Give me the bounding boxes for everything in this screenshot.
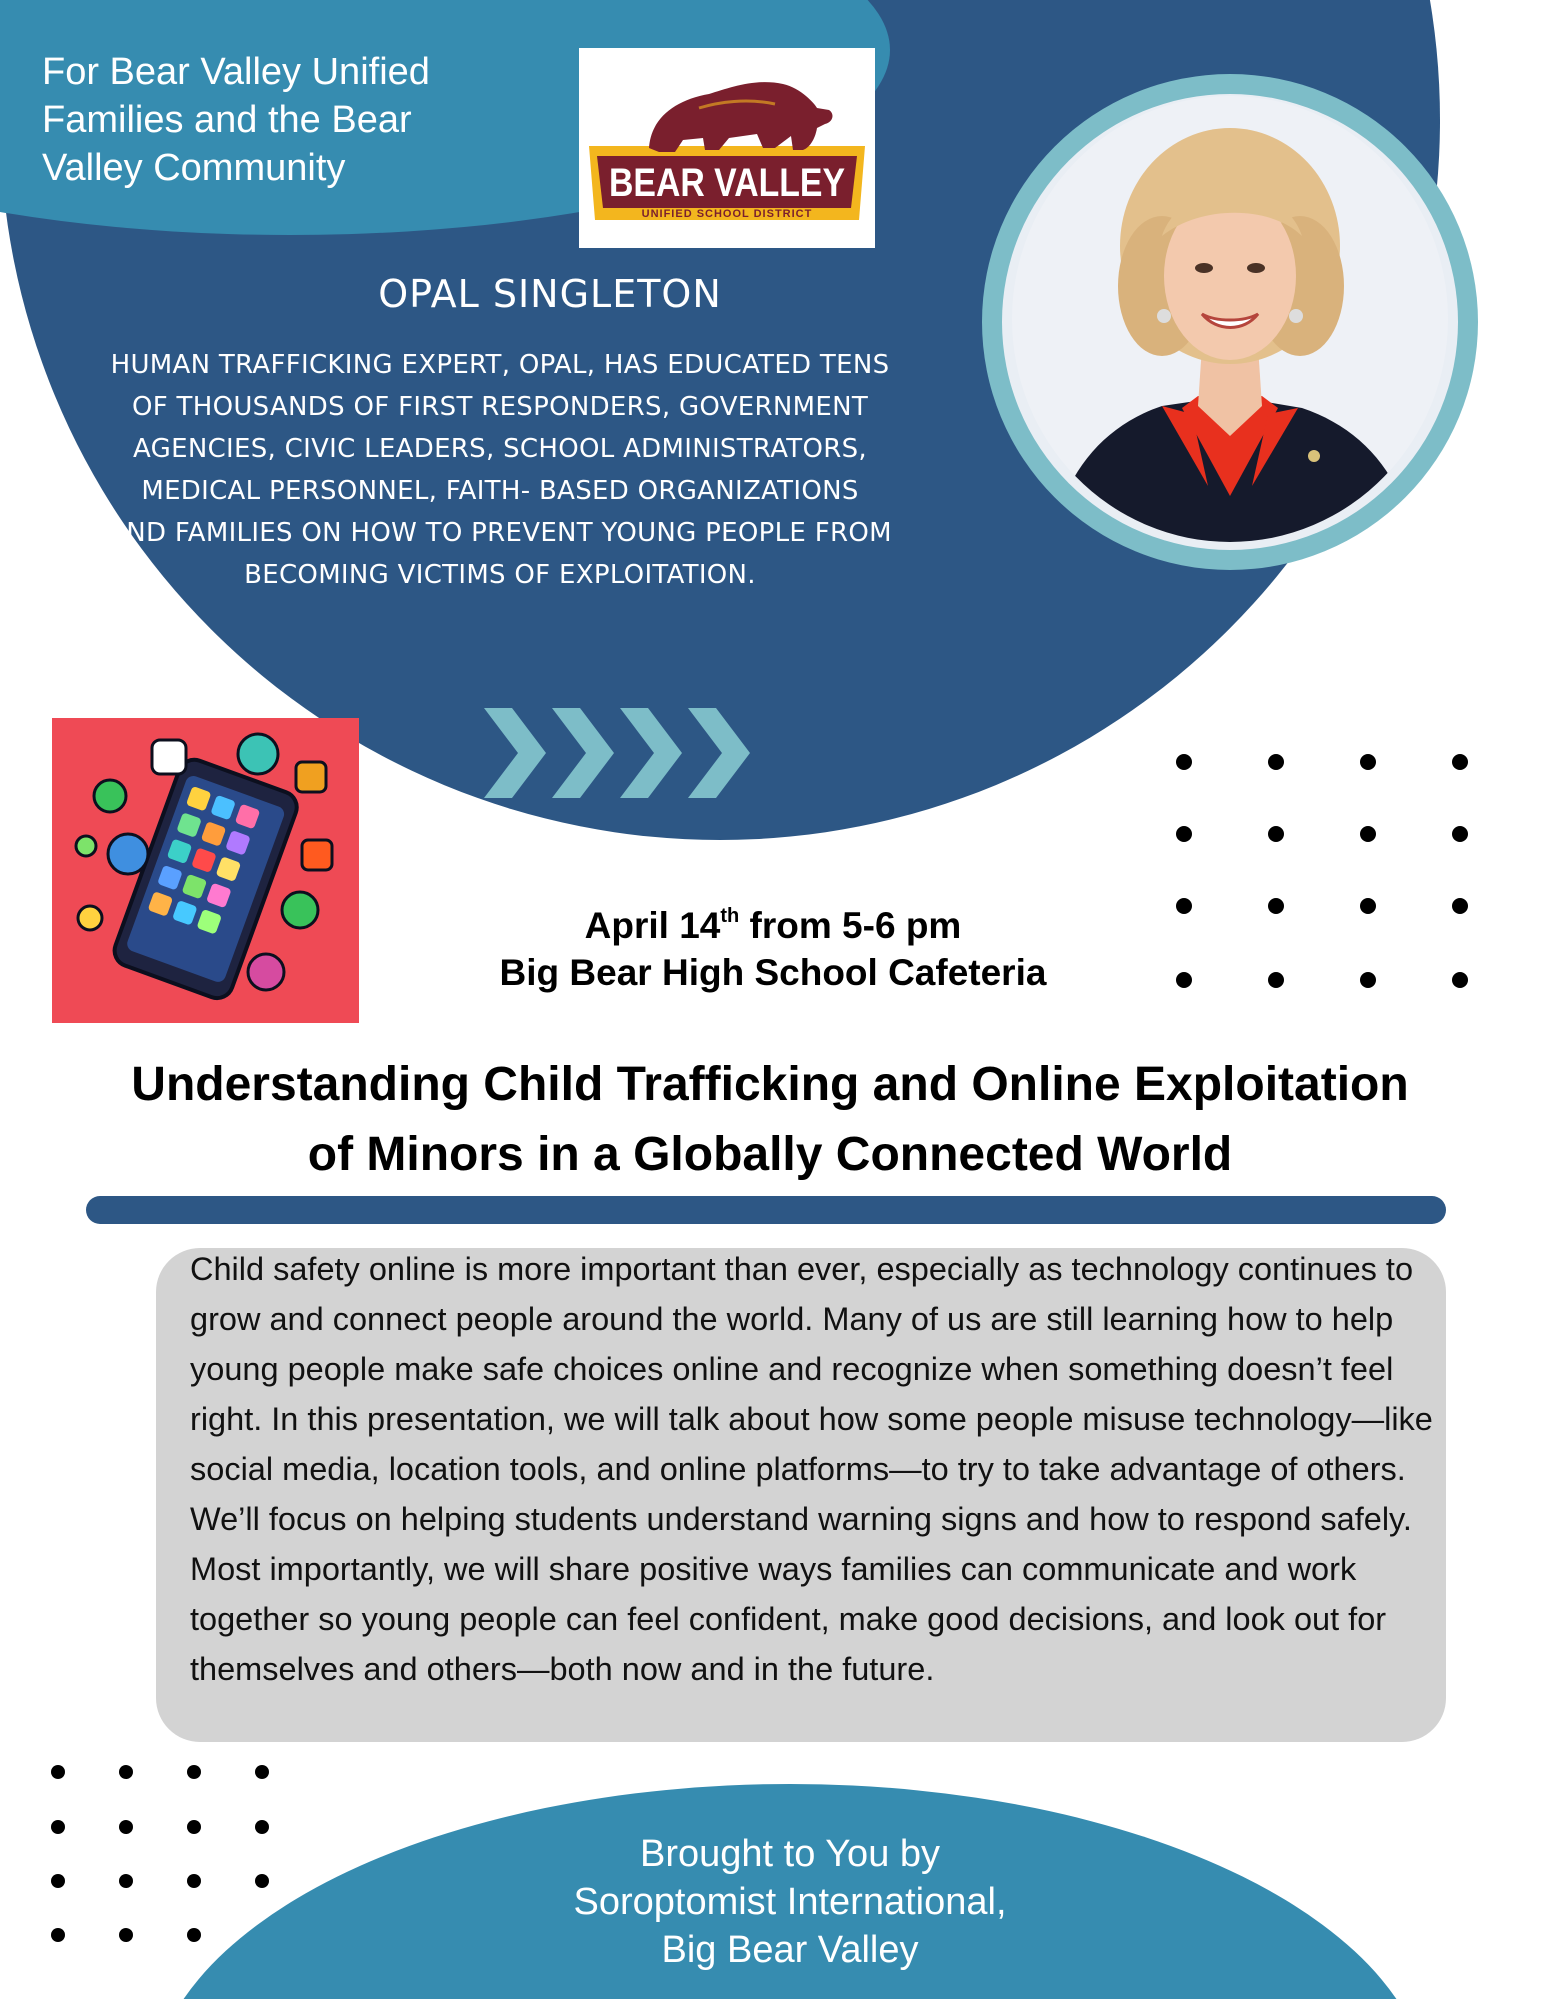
event-date-time: from 5-6 pm — [739, 905, 962, 946]
audience-line-1: For Bear Valley Unified — [42, 51, 430, 93]
logo-name: BEAR VALLEY — [609, 161, 846, 205]
audience-line-3: Valley Community — [42, 147, 346, 189]
footer-line-1: Brought to You by — [639, 1833, 941, 1875]
bio-line-6: BECOMING VICTIMS OF EXPLOITATION. — [244, 560, 756, 590]
smartphone-apps-illustration — [52, 718, 359, 1023]
audience-line-2: Families and the Bear — [42, 99, 412, 141]
bio-line-3: AGENCIES, CIVIC LEADERS, SCHOOL ADMINISTRATORS, — [133, 434, 867, 464]
bio-line-4: MEDICAL PERSONNEL, FAITH- BASED ORGANIZATIONS — [141, 476, 859, 506]
dot-grid-bottom-left — [51, 1765, 269, 1942]
bear-logo-icon — [579, 48, 875, 248]
bio-line-5: AND FAMILIES ON HOW TO PREVENT YOUNG PEOPLE FROM — [108, 518, 892, 548]
footer-sponsor — [470, 1830, 1110, 1974]
headline — [60, 1050, 1480, 1190]
audience-text — [42, 48, 562, 192]
dot-grid-top-right — [1176, 754, 1468, 988]
bio-line-2: OF THOUSANDS OF FIRST RESPONDERS, GOVERNMENT — [131, 392, 869, 422]
headline-divider — [86, 1196, 1446, 1224]
event-location: Big Bear High School Cafeteria — [499, 952, 1047, 993]
event-date — [440, 905, 1106, 947]
footer-line-3: Big Bear Valley — [661, 1929, 919, 1971]
event-date-prefix: April 14 — [584, 905, 721, 946]
speaker-name: OPAL SINGLETON — [378, 272, 722, 316]
bear-valley-logo — [579, 48, 875, 248]
bio-line-1: HUMAN TRAFFICKING EXPERT, OPAL, HAS EDUCATED TENS — [110, 350, 890, 380]
description-text — [190, 1244, 1440, 1694]
speaker-portrait-icon — [1012, 96, 1448, 542]
logo-subtitle: UNIFIED SCHOOL DISTRICT — [641, 208, 813, 220]
footer-line-2: Soroptomist International, — [573, 1881, 1007, 1923]
speaker-bio — [50, 344, 950, 596]
headline-line-2: of Minors in a Globally Connected World — [307, 1128, 1233, 1181]
smartphone-apps-icon — [52, 718, 359, 1023]
speaker-photo — [1012, 96, 1448, 542]
description-paragraph-2: Most importantly, we will share positive ways families can communicate and work together so young people can feel confident, make good decisions, and look out for themselves and others—both now and in the future. — [190, 1551, 1387, 1687]
event-date-suffix: th — [720, 905, 740, 927]
headline-line-1: Understanding Child Trafficking and Online Exploitation — [131, 1058, 1409, 1111]
description-paragraph-1: Child safety online is more important than ever, especially as technology continues to grow and connect people around the world. Many of us are still learning how to help young people make safe choices online and recognize when something doesn’t feel right. In this presentation, we will talk about how some people misuse technology—like social media, location tools, and online platforms—to try to take advantage of others. We’ll focus on helping students understand warning signs and how to respond safely. — [190, 1251, 1433, 1537]
